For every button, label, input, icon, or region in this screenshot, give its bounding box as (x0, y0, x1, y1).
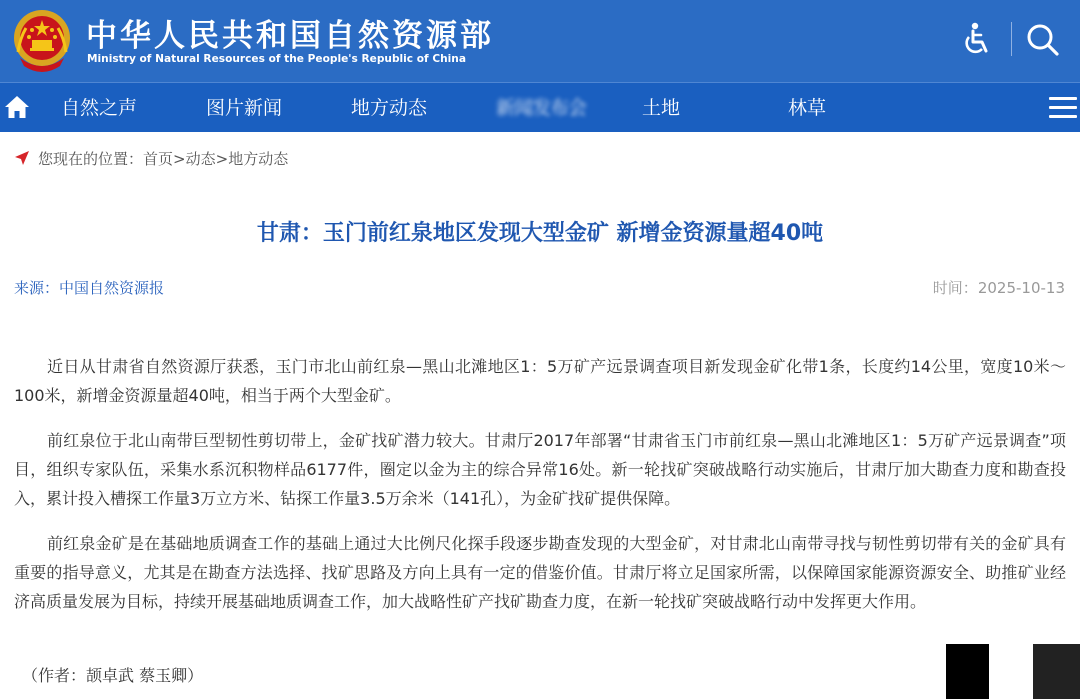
national-emblem-icon[interactable] (10, 8, 74, 72)
article-time (933, 277, 1065, 298)
home-icon[interactable] (3, 94, 31, 120)
floating-widget[interactable] (1033, 644, 1080, 699)
article-paragraph: 前红泉位于北山南带巨型韧性剪切带上，金矿找矿潜力较大。甘肃厅2017年部署“甘肃省玉门市前红泉—黑山北滩地区1：5万矿产远景调查”项目，组织专家队伍，采集水系沉积物样品6177件，圈定以金为主的综合异常16处。新一轮找矿突破战略行动实施后，甘肃厅加大勘查力度和勘查投入，累计投入槽探工作量3万立方米、钻探工作量3.5万余米（141孔），为金矿找矿提供保障。 (14, 431, 1066, 508)
source-link[interactable]: 中国自然资源报 (59, 279, 165, 297)
location-arrow-icon (14, 150, 30, 166)
article-body (14, 352, 1066, 632)
article-source (14, 277, 164, 298)
publish-date: 2025-10-13 (977, 279, 1065, 297)
breadcrumb-news-link[interactable]: 动态 (185, 150, 216, 168)
article-paragraph: 近日从甘肃省自然资源厅获悉，玉门市北山前红泉—黑山北滩地区1：5万矿产远景调查项目新发现金矿化带1条，长度约14公里，宽度10米～100米，新增金资源量超40吨，相当于两个大型金矿。 (14, 357, 1066, 405)
article-author: （作者：颉卓武 蔡玉卿） (22, 666, 204, 685)
menu-bar (1049, 115, 1077, 118)
header-divider (1011, 22, 1012, 56)
source-label: 来源： (14, 279, 60, 297)
nav-item-photo-news[interactable]: 图片新闻 (206, 97, 283, 119)
article-title: 甘肃：玉门前红泉地区发现大型金矿 新增金资源量超40吨 (256, 221, 824, 246)
search-icon[interactable] (1025, 22, 1061, 58)
breadcrumb-local-news-link[interactable]: 地方动态 (228, 150, 289, 168)
nav-item-forestry[interactable]: 林草 (788, 97, 827, 119)
time-label: 时间： (932, 279, 978, 297)
menu-bar (1049, 97, 1077, 100)
site-title-english[interactable]: Ministry of Natural Resources of the People's Republic of China (87, 53, 466, 65)
breadcrumb-separator: > (173, 150, 186, 168)
nav-item-land[interactable]: 土地 (642, 97, 681, 119)
nav-item-press-conference[interactable]: 新闻发布会 (496, 97, 587, 119)
menu-bar (1049, 106, 1077, 109)
breadcrumb-home-link[interactable]: 首页 (143, 150, 174, 168)
breadcrumb-prefix: 您现在的位置： (38, 150, 144, 168)
site-header (0, 0, 1080, 82)
wheelchair-icon[interactable] (960, 22, 992, 56)
article-paragraph: 前红泉金矿是在基础地质调查工作的基础上通过大比例尺化探手段逐步勘查发现的大型金矿，对甘肃北山南带寻找与韧性剪切带有关的金矿具有重要的指导意义，尤其是在勘查方法选择、找矿思路及方向上具有一定的借鉴价值。甘肃厅将立足国家所需，以保障国家能源资源安全、助推矿业经济高质量发展为目标，持续开展基础地质调查工作，加大战略性矿产找矿勘查力度，在新一轮找矿突破战略行动中发挥更大作用。 (14, 534, 1066, 611)
breadcrumb-separator: > (215, 150, 229, 168)
breadcrumb-text (38, 148, 288, 169)
floating-widget[interactable] (946, 644, 989, 699)
site-title-chinese[interactable]: 中华人民共和国自然资源部 (86, 18, 494, 54)
hamburger-menu-icon[interactable] (1049, 97, 1077, 119)
nav-item-voice-of-nature[interactable]: 自然之声 (61, 97, 138, 119)
nav-item-local-news[interactable]: 地方动态 (351, 97, 428, 119)
main-nav (0, 82, 1080, 132)
